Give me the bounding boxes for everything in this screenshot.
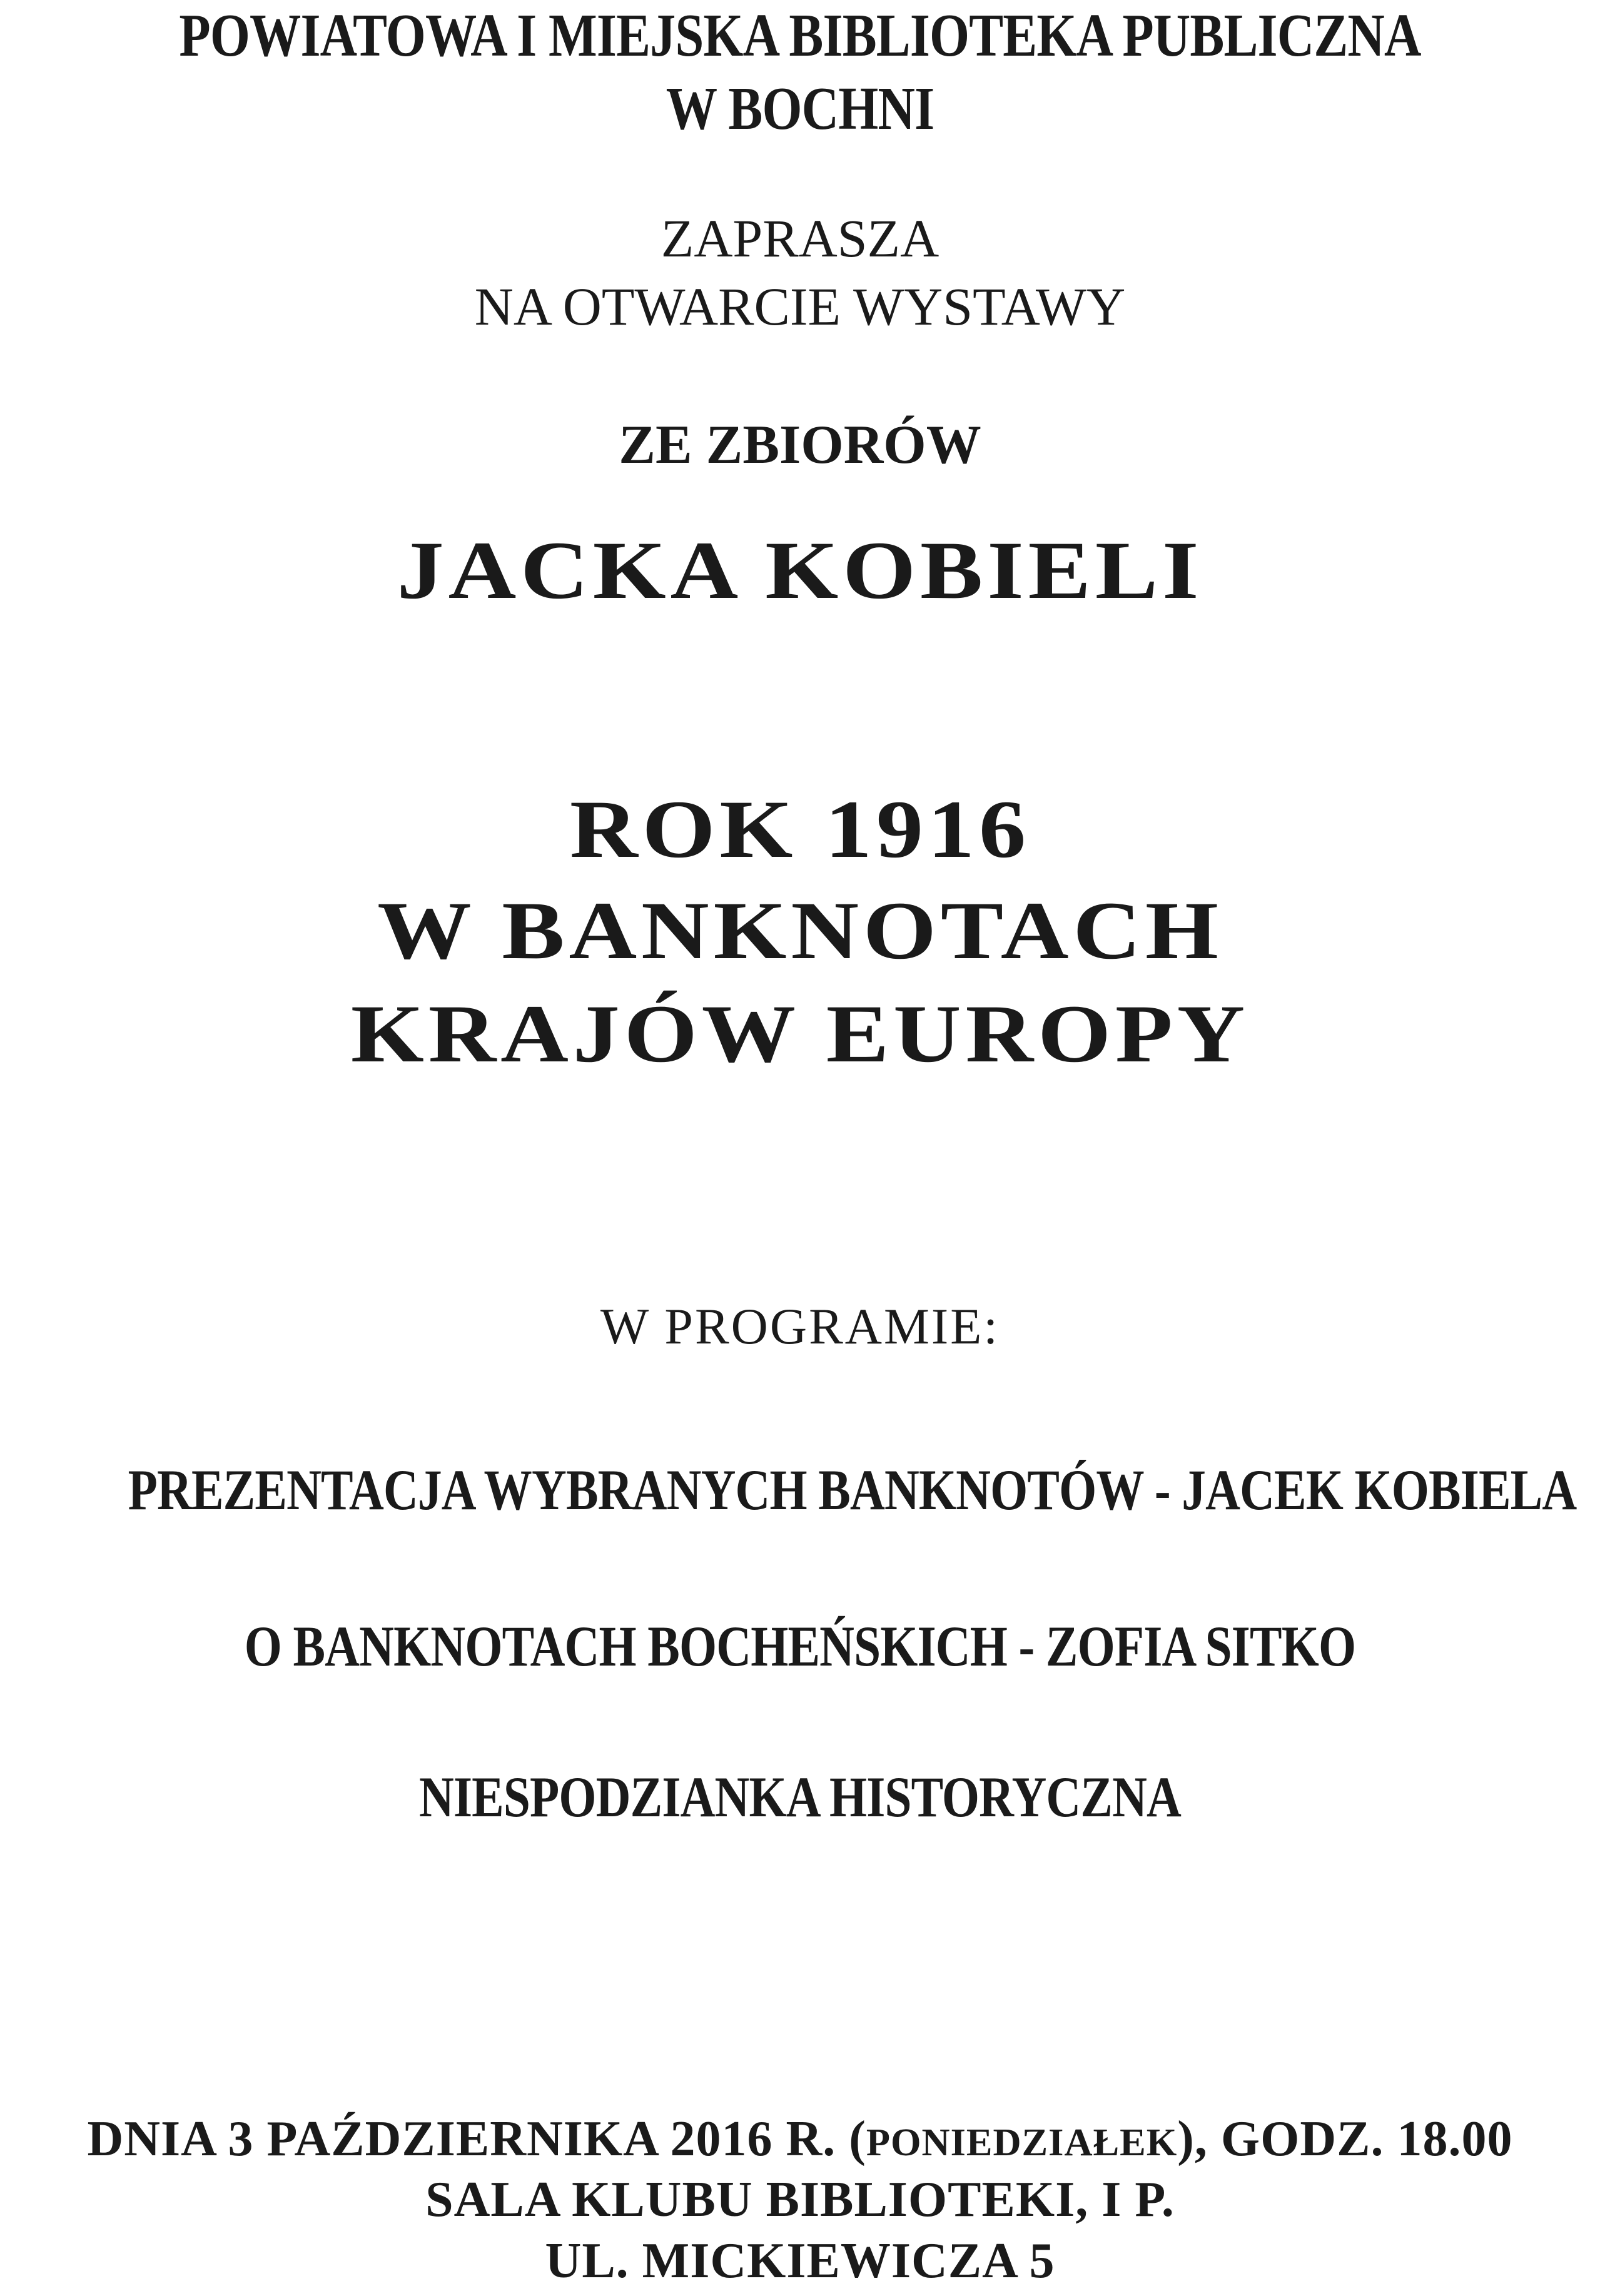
program-item: PREZENTACJA WYBRANYCH BANKNOTÓW - JACEK KOBIELA	[128, 1458, 1577, 1522]
exhibition-title-line-1: ROK 1916	[569, 783, 1031, 875]
exhibition-title-line-3: KRAJÓW EUROPY	[350, 988, 1250, 1080]
invite-line-1: ZAPRASZA	[661, 208, 939, 268]
library-city: W BOCHNI	[666, 75, 934, 143]
library-name: POWIATOWA I MIEJSKA BIBLIOTEKA PUBLICZNA	[179, 2, 1421, 69]
event-weekday: PONIEDZIAŁEK	[866, 2121, 1178, 2164]
collection-label: ZE ZBIORÓW	[619, 415, 981, 475]
collector-name: JACKA KOBIELI	[397, 524, 1203, 616]
event-address: UL. MICKIEWICZA 5	[545, 2233, 1055, 2288]
program-heading: W PROGRAMIE:	[600, 1298, 1000, 1355]
event-date-prefix: DNIA 3 PAŹDZIERNIKA 2016 R. (	[87, 2111, 866, 2167]
event-venue: SALA KLUBU BIBLIOTEKI, I P.	[425, 2172, 1175, 2227]
invite-line-2: NA OTWARCIE WYSTAWY	[474, 276, 1126, 336]
event-date-suffix: ), GODZ. 18.00	[1177, 2111, 1513, 2167]
exhibition-title-line-2: W BANKNOTACH	[377, 884, 1223, 976]
program-item: NIESPODZIANKA HISTORYCZNA	[418, 1765, 1182, 1829]
event-date	[0, 2111, 1600, 2167]
program-item: O BANKNOTACH BOCHEŃSKICH - ZOFIA SITKO	[244, 1614, 1356, 1678]
